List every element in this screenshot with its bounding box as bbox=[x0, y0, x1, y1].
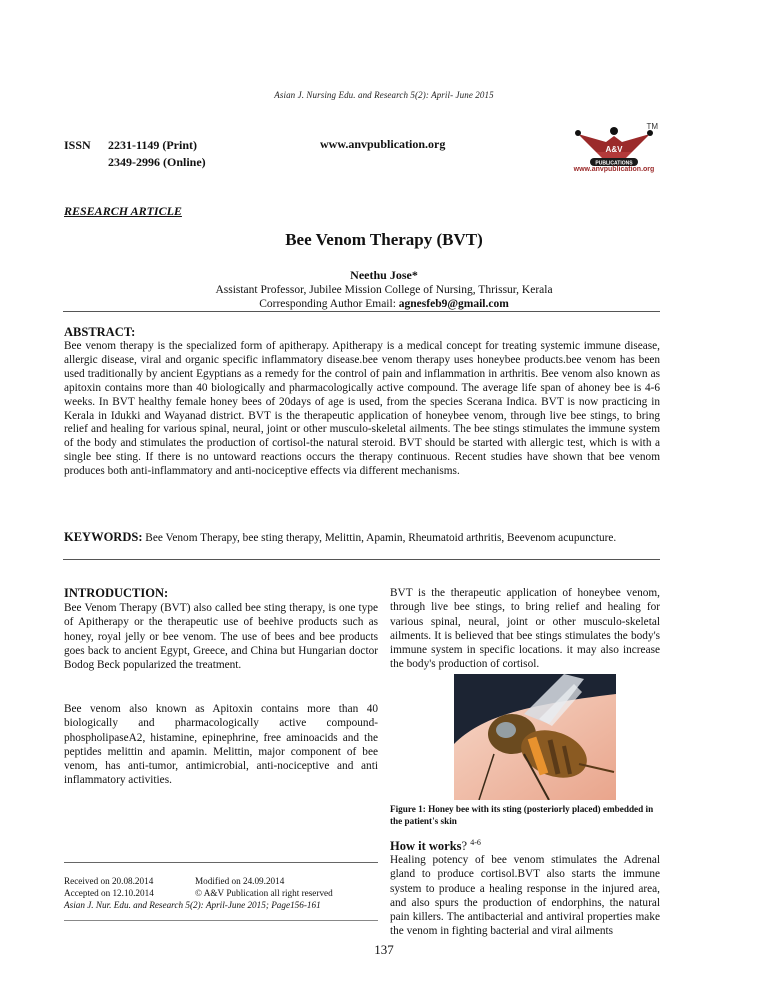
bee-sting-figure bbox=[454, 674, 616, 800]
issn-online: 2349-2996 (Online) bbox=[108, 155, 206, 169]
issn-print: 2231-1149 (Print) bbox=[108, 138, 197, 152]
keywords-label: KEYWORDS: bbox=[64, 530, 143, 544]
corresponding-email bbox=[0, 297, 768, 311]
how-it-works-heading bbox=[390, 838, 660, 854]
affiliation-text: Assistant Professor, Jubilee Mission College of Nursing, Thrissur, Kerala bbox=[215, 284, 553, 296]
copyright: © A&V Publication all right reserved bbox=[195, 888, 333, 898]
introduction-heading: INTRODUCTION: bbox=[64, 586, 169, 600]
how-heading-suffix: ? bbox=[461, 839, 468, 854]
received-date: Received on 20.08.2014 bbox=[64, 876, 154, 886]
abstract-text: Bee venom therapy is the specialized form of apitherapy. Apitherapy is a medical concept for treating systemic immune disease, allergic disease, viral and organic specific inflammatory disease.bee venom therapy uses honeybee products.bee venom has been used traditionally by ancient Egyptians as a remedy for the control of pain and inflammation in arthritis. Bee venom also known as apitoxin contains more than 40 biologically and pharmacologically active compound. The average life span of ahoney bee is 4-6 weeks. In BVT healthy female honey bees of 20days of age is used, from the species Scerana Indica. BVT is now practicing in Kerala in Idukki and Wayanad district. BVT is the therapeutic application of honeybee venom, through live bee stings, to bring relief and healing for various spinal, neural, joint or other musculo-skeletal ailments. The bee stings stimulates the immune system of the body and stimulates the production of cortisol-the natural steroid. BVT should be started with allergic test, which is with a single bee sting. If there is no untoward reactions occurs the therapy continuous. Recent studies have shown that bee venom produces both anti-inflammatory and anti-nociceptive effects via different mechanisms. bbox=[64, 340, 660, 478]
article-title: Bee Venom Therapy (BVT) bbox=[285, 230, 483, 249]
introduction-paragraph-1: Bee Venom Therapy (BVT) also called bee sting therapy, is one type of Apitherapy or the therapeutic use of beehive products such as honey, royal jelly or bee venom. The use of bees and bee products goes back to ancient Egypt, Greece, and China but Hungarian doctor Bodog Beck popularized the treatment. bbox=[64, 602, 378, 672]
how-it-works-paragraph: Healing potency of bee venom stimulates the Adrenal gland to produce cortisol.BVT also starts the immune system to produce a healing response in the injured area, and also spurs the production of endorphins, the natural pain killers. The antibacterial and antiviral properties make the venom in fighting bacterial and viral ailments bbox=[390, 854, 660, 938]
article-type: RESEARCH ARTICLE bbox=[64, 204, 182, 218]
author-affiliation bbox=[0, 283, 768, 311]
issn-label: ISSN bbox=[64, 138, 91, 152]
introduction-paragraph-2: Bee venom also known as Apitoxin contains more than 40 biologically and pharmacologically active compound-phospholipaseA2, histamine, epinephrine, free aminoacids and the peptides melittin and apamin. Melittin, major component of bee venom, has anti-tumor, antimicrobial, anti-nociceptive and anti inflammatory activities. bbox=[64, 703, 378, 787]
keywords bbox=[64, 530, 660, 545]
figure-caption: Figure 1: Honey bee with its sting (posteriorly placed) embedded in the patient's skin bbox=[390, 804, 654, 826]
honey-bee-photo-icon bbox=[454, 674, 616, 800]
svg-text:PUBLICATIONS: PUBLICATIONS bbox=[595, 160, 633, 167]
email-label: Corresponding Author Email: bbox=[259, 298, 399, 310]
svg-text:A&V: A&V bbox=[605, 145, 623, 154]
author-name: Neethu Jose* bbox=[350, 268, 418, 282]
keywords-text: Bee Venom Therapy, bee sting therapy, Melittin, Apamin, Rheumatoid arthritis, Beevenom acupuncture. bbox=[142, 532, 617, 544]
footnote-divider-top bbox=[64, 862, 378, 863]
reference-superscript: 4-6 bbox=[470, 838, 481, 847]
divider bbox=[63, 559, 660, 560]
running-head: Asian J. Nursing Edu. and Research 5(2): April- June 2015 bbox=[274, 90, 494, 100]
accepted-date: Accepted on 12.10.2014 bbox=[64, 888, 154, 898]
trademark-label: TM bbox=[646, 122, 658, 131]
how-heading-text: How it works bbox=[390, 839, 462, 854]
bvt-paragraph: BVT is the therapeutic application of honeybee venom, through live bee stings, to bring relief and healing for various spinal, neural, joint or other musculo-skeletal ailments. It is believed that bee stings stimulates the body's immune system in specific locations. it may also increase the body's production of cortisol. bbox=[390, 587, 660, 671]
email-address[interactable]: agnesfeb9@gmail.com bbox=[398, 298, 509, 310]
article-dates-footnote bbox=[64, 875, 384, 911]
footnote-divider-bottom bbox=[64, 920, 378, 921]
publisher-website: www.anvpublication.org bbox=[320, 137, 446, 151]
citation: Asian J. Nur. Edu. and Research 5(2): April-June 2015; Page156-161 bbox=[64, 900, 321, 910]
issn-block bbox=[64, 137, 206, 171]
abstract-heading: ABSTRACT: bbox=[64, 325, 136, 339]
publisher-logo bbox=[566, 122, 662, 180]
logo-url: www.anvpublication.org bbox=[573, 166, 655, 173]
page-number: 137 bbox=[374, 942, 394, 957]
divider bbox=[63, 311, 660, 312]
modified-date: Modified on 24.09.2014 bbox=[195, 876, 285, 886]
